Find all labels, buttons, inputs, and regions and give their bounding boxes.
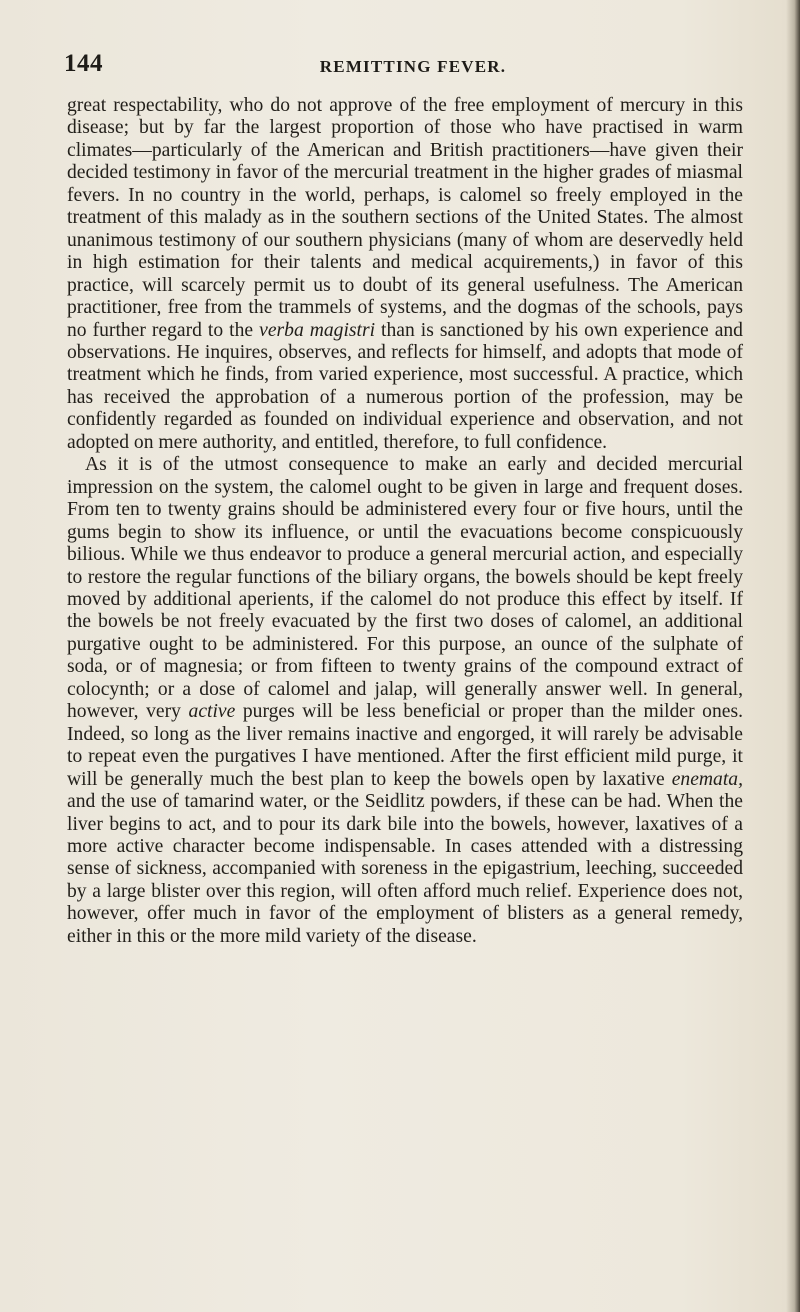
- paragraph-2-italic-active: active: [188, 701, 236, 723]
- page-header: [64, 50, 740, 82]
- page-number: 144: [64, 50, 103, 77]
- page-edge-shadow: [786, 0, 800, 1312]
- paragraph-2-text-b: purges will be less beneficial or proper than the milder ones. Indeed, so long as the liver remains inactive and engorged, it will rarely be advisable to repeat even the purgatives I have mentioned. After the first efficient mild purge, it will be generally much the best plan to keep the bowels open by laxative: [67, 701, 744, 790]
- paragraph-2-text-a: As it is of the utmost consequence to make an early and decided mercurial impression on the system, the calomel ought to be given in large and frequent doses. From ten to twenty grains should be administered every four or five hours, until the gums begin to show its influence, or until the evacuations become conspicuously bilious. While we thus endeavor to produce a general mercurial action, and especially to restore the regular functions of the biliary organs, the bowels should be kept freely moved by additional aperients, if the calomel do not produce this effect by itself. If the bowels be not freely evacuated by the first two doses of calomel, an additional purgative ought to be administered. For this purpose, an ounce of the sulphate of soda, or of magnesia; or from fifteen to twenty grains of the compound extract of colocynth; or a dose of calomel and jalap, will generally answer well. In general, however, very: [67, 454, 743, 723]
- running-head: REMITTING FEVER.: [319, 57, 507, 76]
- paragraph-1-text-b: than is sanctioned by his own experience and observations. He inquires, observes, and reflects for himself, and adopts that mode of treatment which he finds, from varied experience, most successful. A practice, which has received the approbation of a numerous portion of the profession, may be confidently regarded as founded on individual experience and observation, and not adopted on mere authority, and entitled, therefore, to full confidence.: [67, 319, 743, 453]
- paragraph-1-text-a: great respectability, who do not approve of the free employment of mercury in this disease; but by far the largest proportion of those who have practised in warm climates—particularly of the American and British practitioners—have given their decided testimony in favor of the mercurial treatment in the higher grades of miasmal fevers. In no country in the world, perhaps, is calomel so freely employed in the treatment of this malady as in the southern sections of the United States. The almost unanimous testimony of our southern physicians (many of whom are deservedly held in high estimation for their talents and medical acquirements,) in favor of this practice, will scarcely permit us to doubt of its general usefulness. The American practitioner, free from the trammels of systems, and the dogmas of the schools, pays no further regard to the: [67, 95, 743, 341]
- paragraph-2-text-c: and the use of tamarind water, or the Seidlitz powders, if these can be had. When the liver begins to act, and to pour its dark bile into the bowels, however, laxatives of a more active character become indispensable. In cases attended with a distressing sense of sickness, accompanied with soreness in the epigastrium, leeching, succeeded by a large blister over this region, will often afford much relief. Experience does not, however, offer much in favor of the employment of blisters as a general remedy, either in this or the more mild variety of the disease.: [67, 791, 743, 947]
- paragraph-1: [67, 95, 743, 454]
- paragraph-2-italic-enemata: enemata,: [671, 768, 743, 790]
- paragraph-2: [67, 454, 743, 948]
- paragraph-1-italic-verba-magistri: verba magistri: [259, 319, 376, 341]
- body-text: [67, 95, 743, 948]
